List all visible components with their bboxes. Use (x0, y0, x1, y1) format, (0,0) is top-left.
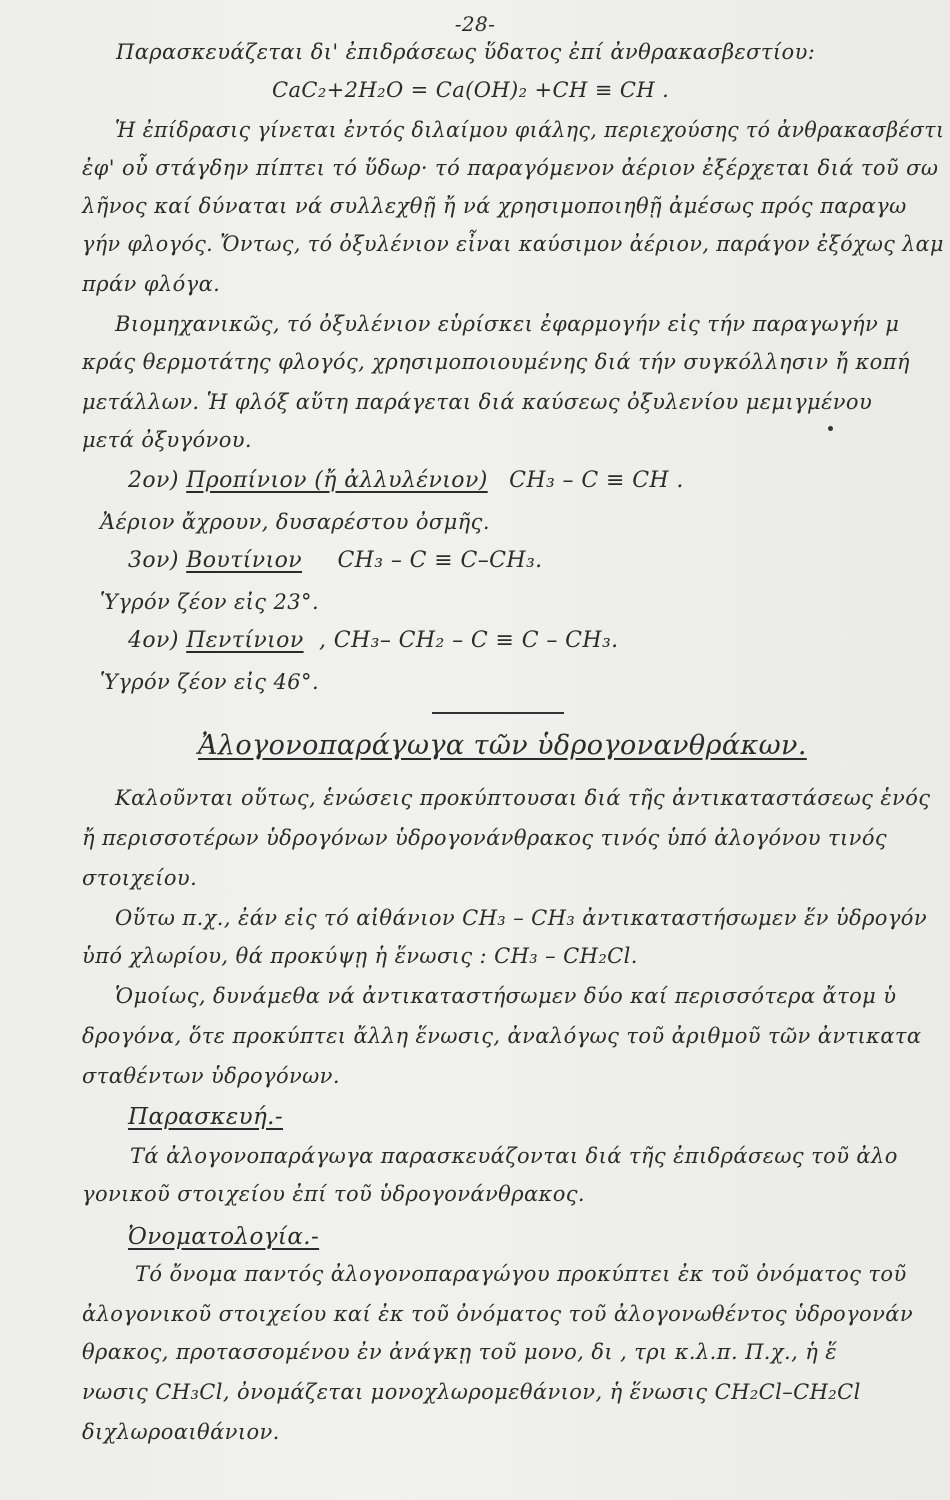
page-number: -28- (454, 12, 496, 36)
list-item (128, 628, 619, 653)
text-line: μετάλλων. Ἡ φλόξ αὕτη παράγεται διά καύσεως ὀξυλενίου μεμιγμένου (82, 390, 873, 414)
item-formula: CH₃ – C ≡ CH . (509, 468, 684, 493)
text-line: ἤ περισσοτέρων ὑδρογόνων ὑδρογονάνθρακος τινός ὑπό ἀλογόνου τινός (82, 826, 888, 850)
item-formula: CH₃ – C ≡ C–CH₃. (337, 548, 543, 573)
text-line: λῆνος καί δύναται νά συλλεχθῇ ἤ νά χρησιμοποιηθῇ ἀμέσως πρός παραγω (82, 194, 907, 218)
text-line: ὑπό χλωρίου, θά προκύψῃ ἡ ἕνωσις : CH₃ – CH₂Cl. (82, 944, 638, 968)
item-name: Πεντίνιον (186, 628, 304, 653)
text-line: πράν φλόγα. (82, 272, 221, 296)
text-line: Ὑγρόν ζέον εἰς 23°. (100, 590, 320, 614)
text-line: Τό ὄνομα παντός ἀλογονοπαραγώγου προκύπτει ἐκ τοῦ ὀνόματος τοῦ (135, 1262, 907, 1286)
text-line: Ἀέριον ἄχρουν, δυσαρέστου ὀσμῆς. (100, 510, 490, 534)
text-line: νωσις CH₃Cl, ὀνομάζεται μονοχλωρομεθάνιον, ἡ ἕνωσις CH₂Cl–CH₂Cl (82, 1380, 861, 1404)
subheading-nomenclature: Ὀνοματολογία.- (128, 1224, 320, 1250)
text-line: μετά ὀξυγόνου. (82, 428, 253, 452)
list-item (128, 468, 684, 493)
item-formula: , CH₃– CH₂ – C ≡ C – CH₃. (319, 628, 619, 653)
text-line: σταθέντων ὑδρογόνων. (82, 1064, 340, 1088)
section-divider (432, 712, 564, 714)
text-line: ἐφ' οὗ στάγδην πίπτει τό ὕδωρ· τό παραγόμενον ἀέριον ἐξέρχεται διά τοῦ σω (82, 156, 939, 180)
text-line: Παρασκευάζεται δι' ἐπιδράσεως ὕδατος ἐπί ἀνθρακασβεστίου: (116, 40, 816, 64)
chemical-equation: CaC₂+2H₂O = Ca(OH)₂ +CH ≡ CH . (272, 78, 670, 102)
text-line: δρογόνα, ὅτε προκύπτει ἄλλη ἕνωσις, ἀναλόγως τοῦ ἀριθμοῦ τῶν ἀντικατα (82, 1024, 922, 1048)
subheading-preparation: Παρασκευή.- (128, 1104, 284, 1130)
text-line: στοιχείου. (82, 866, 198, 890)
text-line: Οὕτω π.χ., ἐάν εἰς τό αἰθάνιον CH₃ – CH₃ ἀντικαταστήσωμεν ἕν ὑδρογόν (115, 906, 928, 930)
list-item (128, 548, 543, 573)
text-line: γήν φλογός. Ὄντως, τό ὀξυλένιον εἶναι καύσιμον ἀέριον, παράγον ἐξόχως λαμ (82, 232, 944, 256)
item-name: Προπίνιον (ἤ ἀλλυλένιον) (186, 468, 488, 493)
text-line: ἀλογονικοῦ στοιχείου καί ἐκ τοῦ ὀνόματος τοῦ ἀλογονωθέντος ὑδρογονάν (82, 1302, 913, 1326)
text-line: γονικοῦ στοιχείου ἐπί τοῦ ὑδρογονάνθρακος. (82, 1182, 585, 1206)
item-number: 4ον) (128, 628, 179, 653)
ink-dot (828, 426, 833, 431)
text-line: διχλωροαιθάνιον. (82, 1420, 280, 1444)
text-line: Τά ἀλογονοπαράγωγα παρασκευάζονται διά τῆς ἐπιδράσεως τοῦ ἀλο (130, 1144, 898, 1168)
section-title: Ἀλογονοπαράγωγα τῶν ὑδρογονανθράκων. (198, 730, 807, 761)
text-line: κράς θερμοτάτης φλογός, χρησιμοποιουμένης διά τήν συγκόλλησιν ἤ κοπή (82, 350, 910, 374)
text-line: θρακος, προτασσομένου ἐν ἀνάγκῃ τοῦ μονο, δι , τρι κ.λ.π. Π.χ., ἡ ἕ (82, 1340, 837, 1364)
text-line: Βιομηχανικῶς, τό ὀξυλένιον εὑρίσκει ἐφαρμογήν εἰς τήν παραγωγήν μ (115, 312, 900, 336)
text-line: Καλοῦνται οὕτως, ἑνώσεις προκύπτουσαι διά τῆς ἀντικαταστάσεως ἑνός (115, 786, 931, 810)
item-name: Βουτίνιον (186, 548, 303, 573)
text-line: Ἡ ἐπίδρασις γίνεται ἐντός διλαίμου φιάλης, περιεχούσης τό ἀνθρακασβέστι (115, 118, 945, 142)
text-line: Ὁμοίως, δυνάμεθα νά ἀντικαταστήσωμεν δύο καί περισσότερα ἄτομ ὑ (115, 984, 897, 1008)
item-number: 2ον) (128, 468, 179, 493)
item-number: 3ον) (128, 548, 179, 573)
text-line: Ὑγρόν ζέον εἰς 46°. (100, 670, 320, 694)
